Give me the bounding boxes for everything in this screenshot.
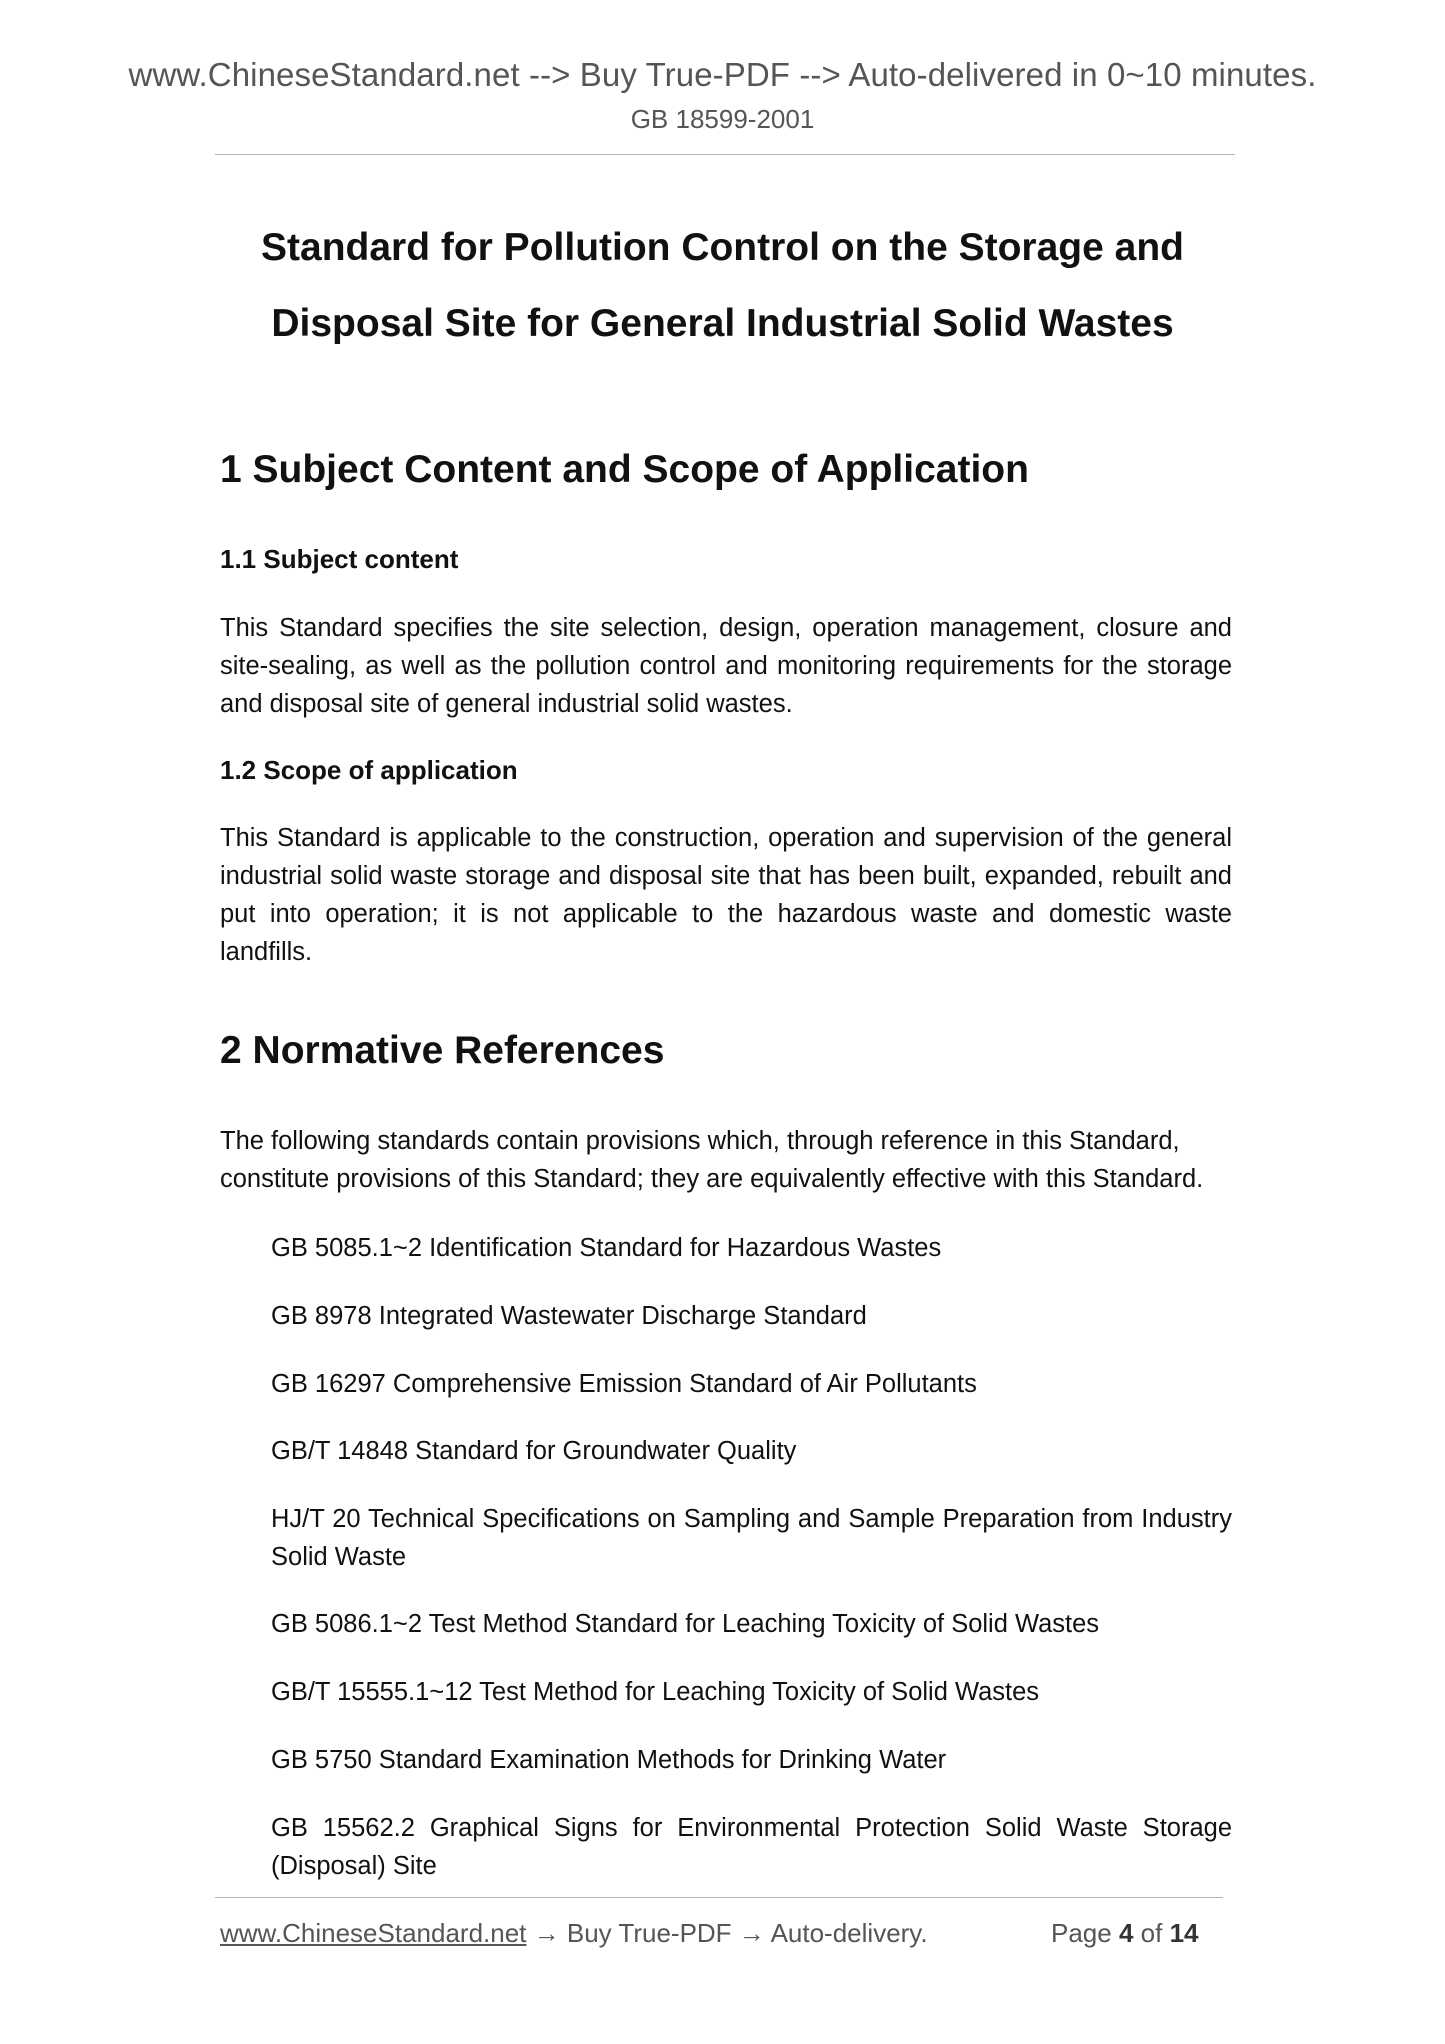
header-banner: www.ChineseStandard.net --> Buy True-PDF --> Auto-delivered in 0~10 minutes. [128,56,1317,93]
page-number: 4 [1118,1918,1134,1948]
reference-item: GB 16297 Comprehensive Emission Standard of Air Pollutants [271,1370,977,1398]
document-title-line-2: Disposal Site for General Industrial Solid Wastes [271,302,1174,345]
document-title [0,210,1445,362]
subsection-1-1-heading: 1.1 Subject content [220,544,459,574]
footer-promo-text: → Buy True-PDF → Auto-delivery. [526,1918,928,1948]
standard-code: GB 18599-2001 [630,104,815,134]
page-label: Page [1051,1918,1112,1948]
document-title-line-1: Standard for Pollution Control on the Storage and [261,226,1184,269]
reference-item: GB 15562.2 Graphical Signs for Environmental Protection Solid Waste Storage (Disposal) Site [271,1814,1232,1880]
page-indicator [1051,1918,1199,1949]
reference-item: HJ/T 20 Technical Specifications on Sampling and Sample Preparation from Industry Solid Waste [271,1505,1232,1571]
header-divider [215,154,1235,155]
section-2-intro: The following standards contain provisions which, through reference in this Standard, constitute provisions of this Standard; they are equivalently effective with this Standard. [220,1127,1204,1193]
footer-site-link[interactable]: www.ChineseStandard.net [220,1918,527,1948]
reference-item: GB 5085.1~2 Identification Standard for Hazardous Wastes [271,1234,942,1262]
footer-promo [220,1918,928,1949]
section-2-heading: 2 Normative References [220,1029,665,1072]
reference-item: GB/T 14848 Standard for Groundwater Quality [271,1437,797,1465]
subsection-1-1-text: This Standard specifies the site selection, design, operation management, closure and site-sealing, as well as the pollution control and monitoring requirements for the storage and disposal site of general industrial solid wastes. [220,614,1232,718]
reference-item: GB 5086.1~2 Test Method Standard for Leaching Toxicity of Solid Wastes [271,1610,1100,1638]
section-1-heading: 1 Subject Content and Scope of Application [220,448,1029,491]
footer-divider [215,1897,1223,1898]
subsection-1-2-text: This Standard is applicable to the construction, operation and supervision of the general industrial solid waste storage and disposal site that has been built, expanded, rebuilt and put into operation; it is not applicable to the hazardous waste and domestic waste landfills. [220,824,1232,966]
reference-item: GB 5750 Standard Examination Methods for Drinking Water [271,1746,947,1774]
of-label: of [1140,1918,1163,1948]
reference-item: GB/T 15555.1~12 Test Method for Leaching Toxicity of Solid Wastes [271,1678,1040,1706]
page-total: 14 [1169,1918,1199,1948]
reference-item: GB 8978 Integrated Wastewater Discharge Standard [271,1302,867,1330]
subsection-1-2-heading: 1.2 Scope of application [220,755,518,785]
